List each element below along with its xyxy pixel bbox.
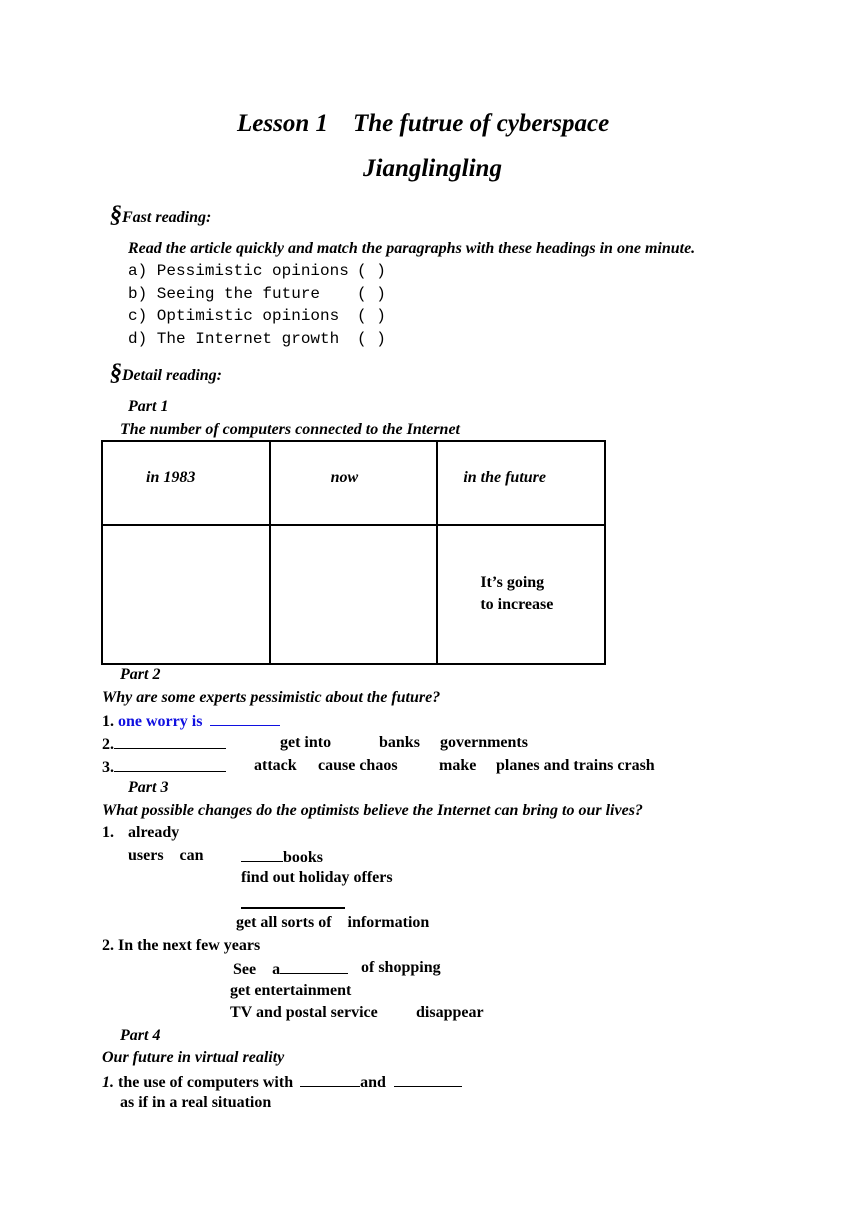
match-bracket[interactable]: ( ) (357, 330, 386, 348)
answer-cell-1983[interactable] (102, 525, 270, 664)
part4-line1: 1. the use of computers with and (102, 1072, 462, 1092)
section-mark-icon: § (110, 202, 122, 228)
detail-reading-heading: §Detail reading: (110, 360, 222, 386)
part2-line3: 3. (102, 757, 226, 777)
section-mark-icon: § (110, 360, 122, 386)
table-header-cell: now (270, 441, 438, 525)
part2-question: Why are some experts pessimistic about the future? (102, 689, 441, 706)
part3-label: Part 3 (128, 779, 169, 796)
fast-reading-instruction: Read the article quickly and match the paragraphs with these headings in one minute. (128, 240, 696, 257)
part3-question: What possible changes do the optimists believe the Internet can bring to our lives? (102, 802, 643, 819)
part4-heading: Our future in virtual reality (102, 1049, 285, 1066)
table-header-cell: in 1983 (102, 441, 270, 525)
match-item: b) Seeing the future (128, 285, 321, 303)
part2-label: Part 2 (120, 666, 161, 683)
page-title: Lesson 1 The futrue of cyberspace (237, 110, 610, 137)
answer-blank[interactable] (241, 907, 345, 909)
internet-growth-table (101, 440, 606, 665)
answer-blank[interactable] (210, 711, 280, 726)
part4-label: Part 4 (120, 1027, 161, 1044)
author-name: Jianglingling (363, 155, 502, 182)
match-bracket[interactable]: ( ) (357, 285, 386, 303)
match-item: a) Pessimistic opinions (128, 262, 349, 280)
answer-blank[interactable] (241, 847, 283, 862)
answer-cell-now[interactable] (270, 525, 438, 664)
match-bracket[interactable]: ( ) (357, 307, 386, 325)
answer-blank[interactable] (114, 734, 226, 749)
answer-blank[interactable] (300, 1072, 360, 1087)
answer-cell-future: It’s going to increase (437, 525, 605, 664)
part1-caption: The number of computers connected to the Internet (120, 421, 460, 438)
fast-reading-heading: §Fast reading: (110, 202, 212, 228)
table-header-cell: in the future (437, 441, 605, 525)
part4-line2: as if in a real situation (120, 1094, 272, 1111)
answer-blank[interactable] (394, 1072, 462, 1087)
match-item: d) The Internet growth (128, 330, 340, 348)
answer-blank[interactable] (114, 757, 226, 772)
match-bracket[interactable]: ( ) (357, 262, 386, 280)
part1-label: Part 1 (128, 398, 169, 415)
part2-line1: 1. one worry is (102, 711, 280, 731)
answer-blank[interactable] (280, 959, 348, 974)
part2-line2: 2. (102, 734, 226, 754)
match-item: c) Optimistic opinions (128, 307, 340, 325)
